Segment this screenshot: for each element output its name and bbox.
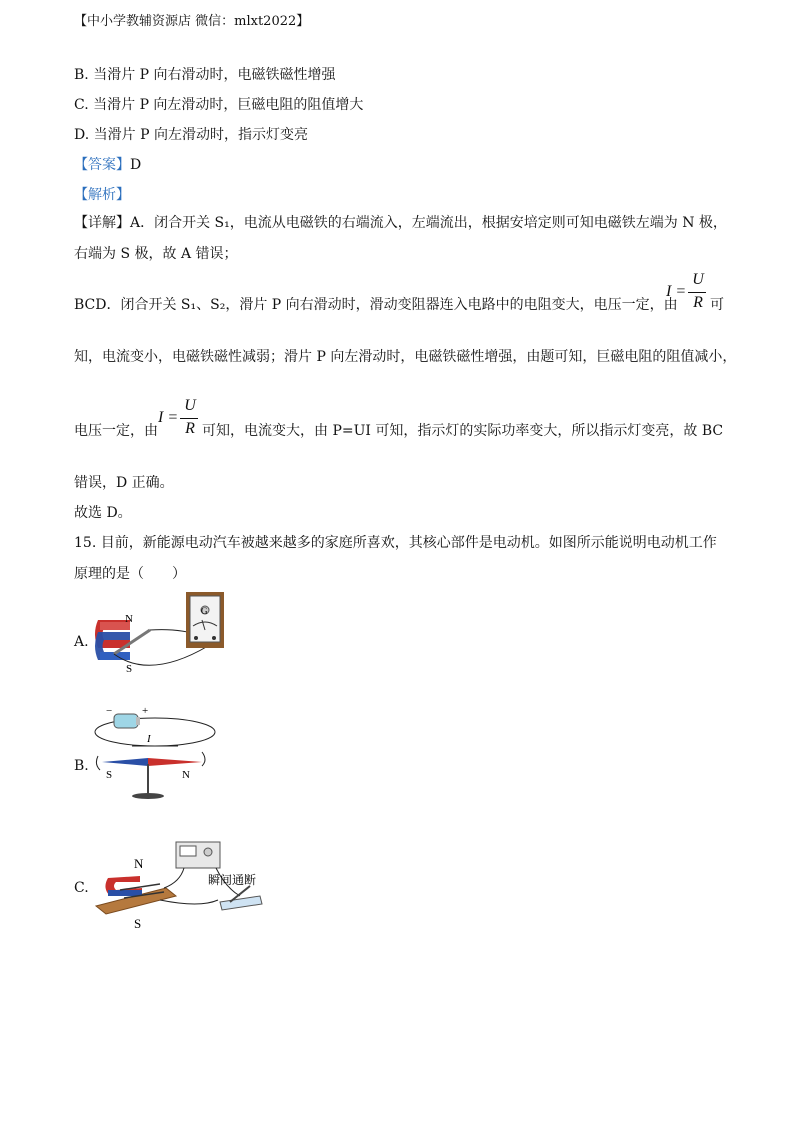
detail-line-1: 【详解】A．闭合开关 S₁，电流从电磁铁的右端流入，左端流出，根据安培定则可知电磁铁左端为 N 极， <box>74 215 727 231</box>
figure-c-south-label: S <box>134 916 142 931</box>
detail-line-3-end: 可 <box>710 297 724 313</box>
figure-b-minus-sign: − <box>106 705 113 717</box>
figure-a-north-label: N <box>125 613 133 625</box>
header-note: 【中小学教辅资源店 微信：mlxt2022】 <box>74 14 310 29</box>
figure-c-switch-label: 瞬间通断 <box>208 873 257 887</box>
figure-b-plus-sign: + <box>142 705 149 717</box>
detail-label: 【详解】 <box>74 215 130 231</box>
figure-b-south-label: S <box>106 769 113 781</box>
figure-b-label: B. <box>74 758 89 774</box>
detail-line-3: BCD．闭合开关 S₁、S₂，滑片 P 向右滑动时，滑动变阻器连入电路中的电阻变大，电压一定，由 <box>74 297 678 313</box>
ohm-law-fraction-1: I = U R <box>666 272 716 316</box>
detail-line-5-start: 电压一定，由 <box>74 423 158 439</box>
analysis-label: 【解析】 <box>74 187 130 203</box>
figure-a-meter-label: G <box>201 606 208 616</box>
detail-line-5-end: 可知，电流变大，由 P=UI 可知，指示灯的实际功率变大，所以指示灯变亮，故 BC <box>202 423 724 439</box>
figure-c-label: C. <box>74 880 89 896</box>
option-d: D. 当滑片 P 向左滑动时，指示灯变亮 <box>74 127 308 143</box>
answer-value: D <box>130 157 142 173</box>
detail-line-4: 知，电流变小，电磁铁磁性减弱；滑片 P 向左滑动时，电磁铁磁性增强，由题可知，巨磁电阻的阻值减小， <box>74 349 737 365</box>
figure-a-south-label: S <box>126 663 133 675</box>
question-line-2: 原理的是（ ） <box>74 566 186 582</box>
detail-line-6: 错误，D 正确。 <box>74 475 174 491</box>
question-line-1: 15. 目前，新能源电动汽车被越来越多的家庭所喜欢，其核心部件是电动机。如图所示能说明电动机工作 <box>74 535 717 551</box>
option-c: C. 当滑片 P 向左滑动时，巨磁电阻的阻值增大 <box>74 97 364 113</box>
answer-label: 【答案】 <box>74 157 130 173</box>
option-b: B. 当滑片 P 向右滑动时，电磁铁磁性增强 <box>74 67 336 83</box>
detail-line-7: 故选 D。 <box>74 505 132 521</box>
figure-a-label: A. <box>74 634 89 650</box>
figure-c-north-label: N <box>134 856 144 871</box>
detail-line-2: 右端为 S 极，故 A 错误； <box>74 246 238 262</box>
answer-line <box>74 154 141 174</box>
figure-b-current-label: I <box>147 733 151 745</box>
figure-c-motor-diagram <box>90 838 280 934</box>
figure-b-compass-diagram <box>90 702 220 802</box>
figure-b-north-label: N <box>182 769 190 781</box>
ohm-law-fraction-2: I = U R <box>158 398 208 442</box>
figure-a-galvanometer-diagram <box>90 590 260 680</box>
